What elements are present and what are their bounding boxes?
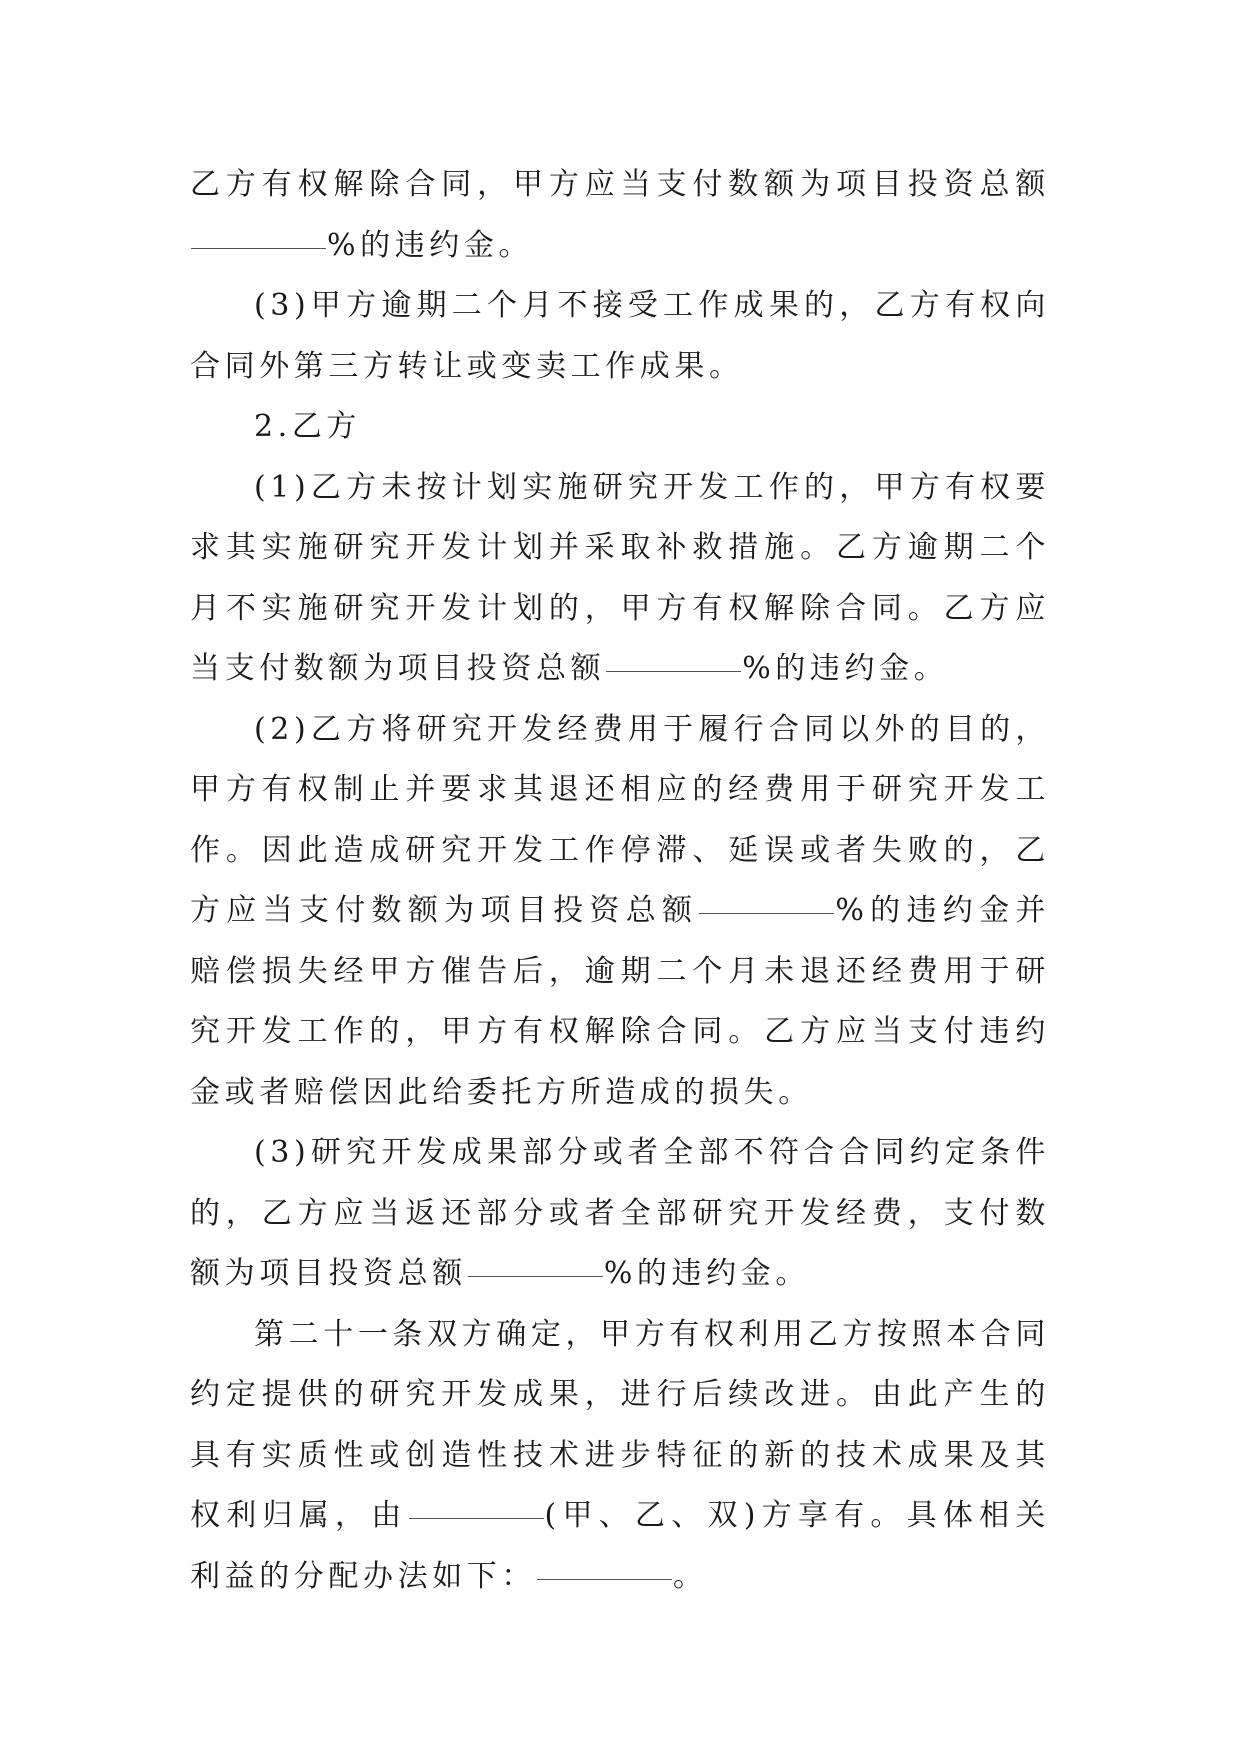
paragraph-text: %的违约金。 <box>327 227 534 263</box>
fill-in-blank <box>699 912 834 914</box>
fill-in-blank <box>606 670 741 672</box>
fill-in-blank <box>409 1517 544 1519</box>
paragraph-text: %的违约金并赔偿损失经甲方催告后，逾期二个月未退还经费用于研究开发工作的，甲方有权解除合同。乙方应当支付违约金或者赔偿因此给委托方所造成的损失。 <box>190 893 1050 1110</box>
fill-in-blank <box>191 247 326 249</box>
paragraph-text: %的违约金。 <box>742 651 949 686</box>
paragraph <box>190 458 1050 700</box>
paragraph-text: 。 <box>673 1558 708 1594</box>
document-body <box>190 155 1050 1607</box>
paragraph-text: (1)乙方未按计划实施研究开发工作的，甲方有权要求其实施研究开发计划并采取补救措施。乙方逾期二个月不实施研究开发计划的，甲方有权解除合同。乙方应当支付数额为项目投资总额 <box>190 469 1050 686</box>
paragraph-text: (2)乙方将研究开发经费用于履行合同以外的目的，甲方有权制止并要求其退还相应的经费用于研究开发工作。因此造成研究开发工作停滞、延误或者失败的，乙方应当支付数额为项目投资总额 <box>190 711 1050 928</box>
paragraph <box>190 1305 1050 1608</box>
fill-in-blank <box>537 1578 672 1580</box>
paragraph <box>190 155 1050 276</box>
section-heading <box>190 397 1050 458</box>
fill-in-blank <box>468 1275 603 1277</box>
paragraph-text: (甲、乙、双)方享有。具体相关利益的分配办法如下： <box>190 1498 1050 1594</box>
paragraph-text: 乙方有权解除合同，甲方应当支付数额为项目投资总额 <box>190 167 1050 202</box>
paragraph-text: %的违约金。 <box>603 1256 810 1291</box>
paragraph-text: (3)甲方逾期二个月不接受工作成果的，乙方有权向合同外第三方转让或变卖工作成果。 <box>190 288 1050 384</box>
paragraph <box>190 276 1050 397</box>
paragraph <box>190 1123 1050 1305</box>
paragraph-text: (3)研究开发成果部分或者全部不符合合同约定条件的，乙方应当返还部分或者全部研究开发经费，支付数额为项目投资总额 <box>190 1135 1050 1291</box>
paragraph <box>190 700 1050 1124</box>
paragraph-text: 第二十一条双方确定，甲方有权利用乙方按照本合同约定提供的研究开发成果，进行后续改进。由此产生的具有实质性或创造性技术进步特征的新的技术成果及其权利归属，由 <box>190 1316 1050 1533</box>
paragraph-text: 2.乙方 <box>254 409 362 444</box>
